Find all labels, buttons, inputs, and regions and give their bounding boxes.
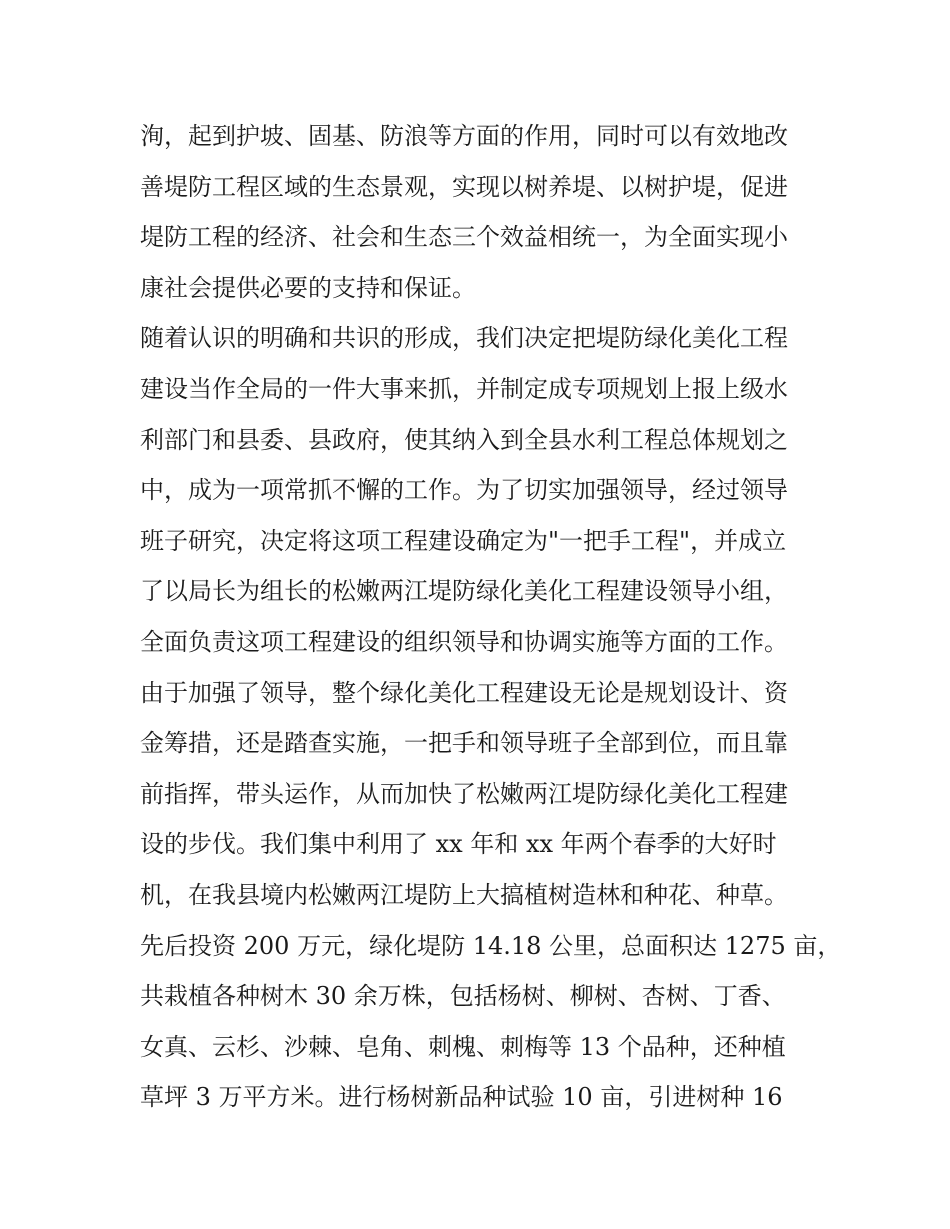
text-line: 设的步伐。我们集中利用了 xx 年和 xx 年两个春季的大好时 (140, 830, 777, 859)
text-line: 洵，起到护坡、固基、防浪等方面的作用，同时可以有效地改 (140, 122, 788, 150)
text-line: 随着认识的明确和共识的形成，我们决定把堤防绿化美化工程 (140, 324, 788, 353)
text-line: 机，在我县境内松嫩两江堤防上大搞植树造林和种花、种草。 (140, 880, 788, 909)
text-line: 中，成为一项常抓不懈的工作。为了切实加强领导，经过领导 (140, 476, 788, 505)
text-line: 了以局长为组长的松嫩两江堤防绿化美化工程建设领导小组， (140, 577, 788, 606)
text-line: 金筹措，还是踏查实施，一把手和领导班子全部到位，而且靠 (140, 729, 788, 758)
text-line: 班子研究，决定将这项工程建设确定为"一把手工程"，并成立 (140, 526, 787, 555)
text-line: 善堤防工程区域的生态景观，实现以树养堤、以树护堤，促进 (140, 172, 788, 201)
text-line: 先后投资 200 万元，绿化堤防 14.18 公里，总面积达 1275 亩， (140, 931, 842, 960)
text-line: 共栽植各种树木 30 余万株，包括杨树、柳树、杏树、丁香、 (140, 982, 786, 1011)
text-line: 由于加强了领导，整个绿化美化工程建设无论是规划设计、资 (140, 678, 788, 707)
text-line: 康社会提供必要的支持和保证。 (140, 273, 476, 302)
text-line: 全面负责这项工程建设的组织领导和协调实施等方面的工作。 (140, 627, 788, 656)
text-line: 女真、云杉、沙棘、皂角、刺槐、刺梅等 13 个品种，还种植 (140, 1032, 786, 1061)
text-line: 利部门和县委、县政府，使其纳入到全县水利工程总体规划之 (140, 425, 788, 454)
body-text (140, 111, 842, 1123)
text-line: 草坪 3 万平方米。进行杨树新品种试验 10 亩，引进树种 16 (140, 1083, 783, 1112)
text-line: 建设当作全局的一件大事来抓，并制定成专项规划上报上级水 (140, 374, 788, 403)
text-line: 前指挥，带头运作，从而加快了松嫩两江堤防绿化美化工程建 (140, 779, 788, 808)
text-line: 堤防工程的经济、社会和生态三个效益相统一，为全面实现小 (140, 223, 788, 252)
